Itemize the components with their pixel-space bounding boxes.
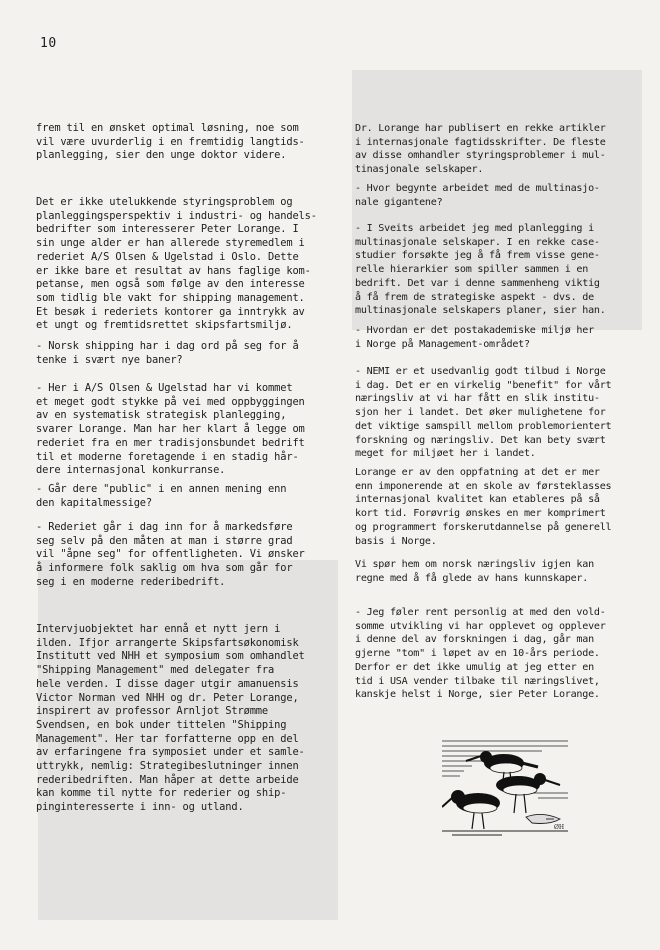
answer: - I Sveits arbeidet jeg med planlegging i multinasjonale selskaper. I en rekke case- studier forsøkte jeg å få frem visse gene- relle hierarkier som spiller sammen i en bedrift. Det var i denne sammenheng viktig å få frem de strategiske aspekt - dvs. de multinasjonale selskapers planer, sier han.: [355, 223, 606, 317]
question: - Norsk shipping har i dag ord på seg for å tenke i svært nye baner?: [36, 340, 299, 366]
page-number: 10: [40, 36, 57, 51]
answer: - Rederiet går i dag inn for å markedsføre seg selv på den måten at man i større grad vil "åpne seg" for offentligheten. Vi ønsker å informere folk saklig om hva som går for seg i en moderne rederibedrift.: [36, 521, 305, 588]
svg-text:ØH: ØH: [554, 824, 565, 831]
answer: - Her i A/S Olsen & Ugelstad har vi kommet et meget godt stykke på vei med oppbyggingen av en systematisk strategisk planlegging, svarer Lorange. Man har her klart å legge om rederiet fra en mer tradisjonsbundet bedrift til et moderne foretagende i en stadig hår- dere internasjonal konkurranse.: [36, 382, 305, 477]
question: - Hvordan er det postakademiske miljø her i Norge på Management-området?: [355, 325, 594, 350]
question: - Går dere "public" i en annen mening enn den kapitalmessige?: [36, 483, 287, 509]
paragraph: Lorange er av den oppfatning at det er mer enn imponerende at en skole av førsteklasses internasjonal kvalitet kan etableres på så kort tid. Forøvrig ønskes en mer komprimert og programmert forskerutdannelse på generell basis i Norge.: [355, 467, 612, 547]
question: - Hvor begynte arbeidet med de multinasjo- nale gigantene?: [355, 183, 600, 208]
paragraph: Det er ikke utelukkende styringsproblem og planleggingsperspektiv i industri- og handels- bedrifter som interesserer Peter Lorange. I sin unge alder er han allerede styremedlem i rederiet A/S Olsen & Ugelstad i Oslo. Dette er ikke bare et resultat av hans faglige kom- petanse, men også som følge av den interesse som tidlig ble vakt for shipping management. Et besøk i rederiets kontorer ga inntrykk av et ungt og fremtidsrettet skipsfartsmiljø.: [36, 196, 317, 332]
paragraph: Dr. Lorange har publisert en rekke artikler i internasjonale fagtidsskrifter. De fleste av disse omhandler styringsproblemer i mul- tinasjonale selskaper.: [355, 123, 606, 176]
answer: - NEMI er et usedvanlig godt tilbud i Norge i dag. Det er en virkelig "benefit" for vårt næringsliv at vi har fått en slik institu- sjon her i landet. Det øker mulighetene for det viktige samspill mellom problemorientert forskning og næringsliv. Det kan bety svært meget for miljøet her i landet.: [355, 366, 612, 460]
paragraph: Vi spør hem om norsk næringsliv igjen kan regne med å få glede av hans kunnskaper.: [355, 559, 594, 584]
paragraph: Intervjuobjektet har ennå et nytt jern i ilden. Ifjor arrangerte Skipsfartsøkonomisk Institutt ved NHH et symposium som omhandlet "Shipping Management" med delegater fra hele verden. I disse dager utgir amanuensis Victor Norman ved NHH og dr. Peter Lorange, inspirert av professor Arnljot Strømme Svendsen, en bok under tittelen "Shipping Management". Her tar forfatterne opp en del av erfaringene fra symposiet under et samle- uttrykk, nemlig: Strategibeslutninger innen rederibedriften. Man håper at dette arbeide kan komme til nytte for rederier og ship- pinginteresserte i inn- og utland.: [36, 623, 305, 814]
paragraph: frem til en ønsket optimal løsning, noe som vil være uvurderlig i en fremtidig langtids- planlegging, sier den unge doktor videre.: [36, 122, 305, 162]
answer: - Jeg føler rent personlig at med den vold- somme utvikling vi har opplevet og opplever i denne del av forskningen i dag, går man gjerne "tom" i løpet av en 10-års periode. Derfor er det ikke umulig at jeg etter en tid i USA vender tilbake til næringslivet, kanskje helst i Norge, sier Peter Lorange.: [355, 607, 606, 701]
oystercatcher-birds-drawing-icon: [442, 733, 568, 839]
